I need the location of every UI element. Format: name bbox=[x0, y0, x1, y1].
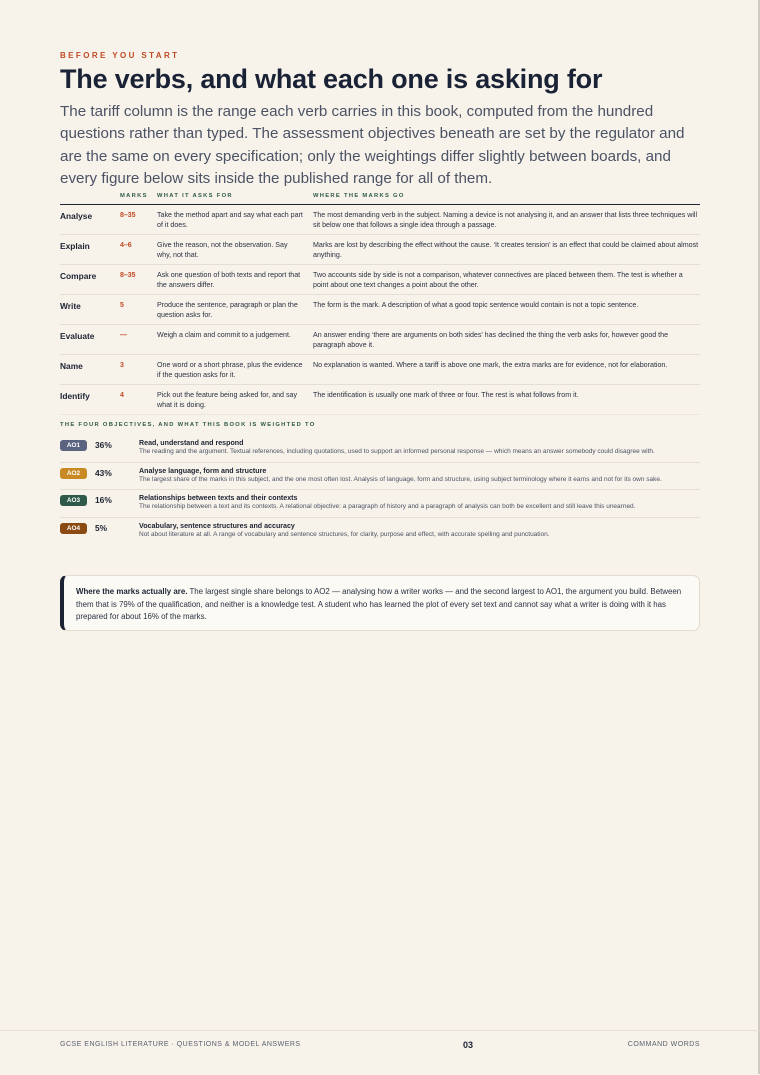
verb-cell: Explain bbox=[60, 235, 120, 265]
marks-cell: 4 bbox=[120, 385, 157, 415]
asks-cell: One word or a short phrase, plus the evidence if the question asks for it. bbox=[157, 355, 313, 385]
footer-book-title: GCSE ENGLISH LITERATURE · QUESTIONS & MODEL ANSWERS bbox=[60, 1041, 301, 1048]
marks-cell: — bbox=[120, 325, 157, 355]
marks-cell: 8–35 bbox=[120, 265, 157, 295]
list-item bbox=[60, 463, 700, 491]
marks-cell: 5 bbox=[120, 295, 157, 325]
verb-cell: Compare bbox=[60, 265, 120, 295]
verb-cell: Identify bbox=[60, 385, 120, 415]
callout-lead: Where the marks actually are. bbox=[76, 587, 188, 596]
objective-title: Analyse language, form and structure bbox=[139, 466, 267, 475]
verb-cell: Analyse bbox=[60, 205, 120, 235]
table-row bbox=[60, 295, 700, 325]
callout-body: The largest single share belongs to AO2 — analysing how a writer works — and the second largest to AO1, the argument you build. Between them that is 79% of the qualification, and neither is a knowledge test. A student who has learned the plot of every set text and cannot say what a writer is doing with it has prepared for about 16% of the marks. bbox=[76, 587, 682, 622]
verb-cell: Write bbox=[60, 295, 120, 325]
asks-cell: Pick out the feature being asked for, and say what it is doing. bbox=[157, 385, 313, 415]
table-header-row bbox=[60, 193, 700, 205]
objective-description: The relationship between a text and its contexts. A relational objective: a paragraph of history and a paragraph of analysis can both be excellent and still leave this unearned. bbox=[139, 503, 636, 511]
objective-weight: 5% bbox=[95, 522, 108, 533]
where-cell: Marks are lost by describing the effect without the cause. ‘It creates tension’ is an effect that could be claimed about almost anything. bbox=[313, 235, 700, 265]
table-row bbox=[60, 355, 700, 385]
list-item bbox=[60, 518, 700, 545]
objective-weight: 43% bbox=[95, 467, 112, 478]
where-cell: Two accounts side by side is not a comparison, whatever connectives are placed between them. The test is whether a point about one text changes a point about the other. bbox=[313, 265, 700, 295]
objective-weight: 16% bbox=[95, 495, 112, 506]
table-row bbox=[60, 265, 700, 295]
section-kicker: BEFORE YOU START bbox=[60, 51, 180, 60]
verb-cell: Name bbox=[60, 355, 120, 385]
footer-section-name: COMMAND WORDS bbox=[627, 1041, 700, 1048]
column-header-verb bbox=[60, 193, 120, 205]
column-header-where: WHERE THE MARKS GO bbox=[313, 193, 700, 205]
callout-box bbox=[60, 575, 700, 631]
list-item bbox=[60, 490, 700, 518]
where-cell: An answer ending ‘there are arguments on both sides’ has declined the thing the verb asks for, however good the paragraph above it. bbox=[313, 325, 700, 355]
marks-cell: 8–35 bbox=[120, 205, 157, 235]
table-row bbox=[60, 205, 700, 235]
objective-title: Read, understand and respond bbox=[139, 439, 244, 447]
objective-description: The largest share of the marks in this subject, and the one most often lost. Analysis of language, form and structure, using subject terminology where it earns and not for its own sake. bbox=[139, 475, 662, 483]
table-row bbox=[60, 385, 700, 415]
page-title: The verbs, and what each one is asking for bbox=[60, 64, 603, 94]
asks-cell: Give the reason, not the observation. Say why, not that. bbox=[157, 235, 313, 265]
intro-paragraph: The tariff column is the range each verb carries in this book, computed from the hundred questions rather than typed. The assessment objectives beneath are set by the regulator and are the same on every specification; only the weightings differ slightly between boards, and every figure below sits inside the published range for all of them. bbox=[60, 103, 685, 188]
objective-badge: AO3 bbox=[60, 495, 87, 506]
objectives-list bbox=[60, 435, 700, 544]
asks-cell: Ask one question of both texts and report that the answers differ. bbox=[157, 265, 313, 295]
objective-badge: AO1 bbox=[60, 440, 87, 451]
asks-cell: Take the method apart and say what each part of it does. bbox=[157, 205, 313, 235]
asks-cell: Weigh a claim and commit to a judgement. bbox=[157, 325, 313, 355]
command-verbs-table bbox=[60, 193, 700, 415]
objective-title: Relationships between texts and their contexts bbox=[139, 494, 298, 503]
objective-description: The reading and the argument. Textual references, including quotations, used to support an informed personal response — which means an answer somebody could disagree with. bbox=[139, 448, 655, 455]
table-row bbox=[60, 325, 700, 355]
asks-cell: Produce the sentence, paragraph or plan the question asks for. bbox=[157, 295, 313, 325]
column-header-asks: WHAT IT ASKS FOR bbox=[157, 193, 313, 205]
where-cell: The identification is usually one mark of three or four. The rest is what follows from it. bbox=[313, 385, 700, 415]
objectives-heading: THE FOUR OBJECTIVES, AND WHAT THIS BOOK IS WEIGHTED TO bbox=[60, 422, 316, 428]
objective-badge: AO2 bbox=[60, 468, 87, 479]
objective-badge: AO4 bbox=[60, 523, 87, 534]
column-header-marks: MARKS bbox=[120, 193, 157, 205]
table-row bbox=[60, 235, 700, 265]
marks-cell: 3 bbox=[120, 355, 157, 385]
where-cell: The most demanding verb in the subject. Naming a device is not analysing it, and an answer that lists three techniques will sit below one that follows a single idea through a passage. bbox=[313, 205, 700, 235]
objective-title: Vocabulary, sentence structures and accuracy bbox=[139, 521, 295, 530]
where-cell: The form is the mark. A description of what a good topic sentence would contain is not a topic sentence. bbox=[313, 295, 700, 325]
page-footer bbox=[0, 1030, 760, 1075]
verb-cell: Evaluate bbox=[60, 325, 120, 355]
page-number: 03 bbox=[463, 1040, 474, 1050]
list-item bbox=[60, 435, 700, 463]
objective-description: Not about literature at all. A range of vocabulary and sentence structures, for clarity, purpose and effect, with accurate spelling and punctuation. bbox=[139, 530, 550, 538]
where-cell: No explanation is wanted. Where a tariff is above one mark, the extra marks are for evidence, not for elaboration. bbox=[313, 355, 700, 385]
objective-weight: 36% bbox=[95, 440, 112, 450]
marks-cell: 4–6 bbox=[120, 235, 157, 265]
